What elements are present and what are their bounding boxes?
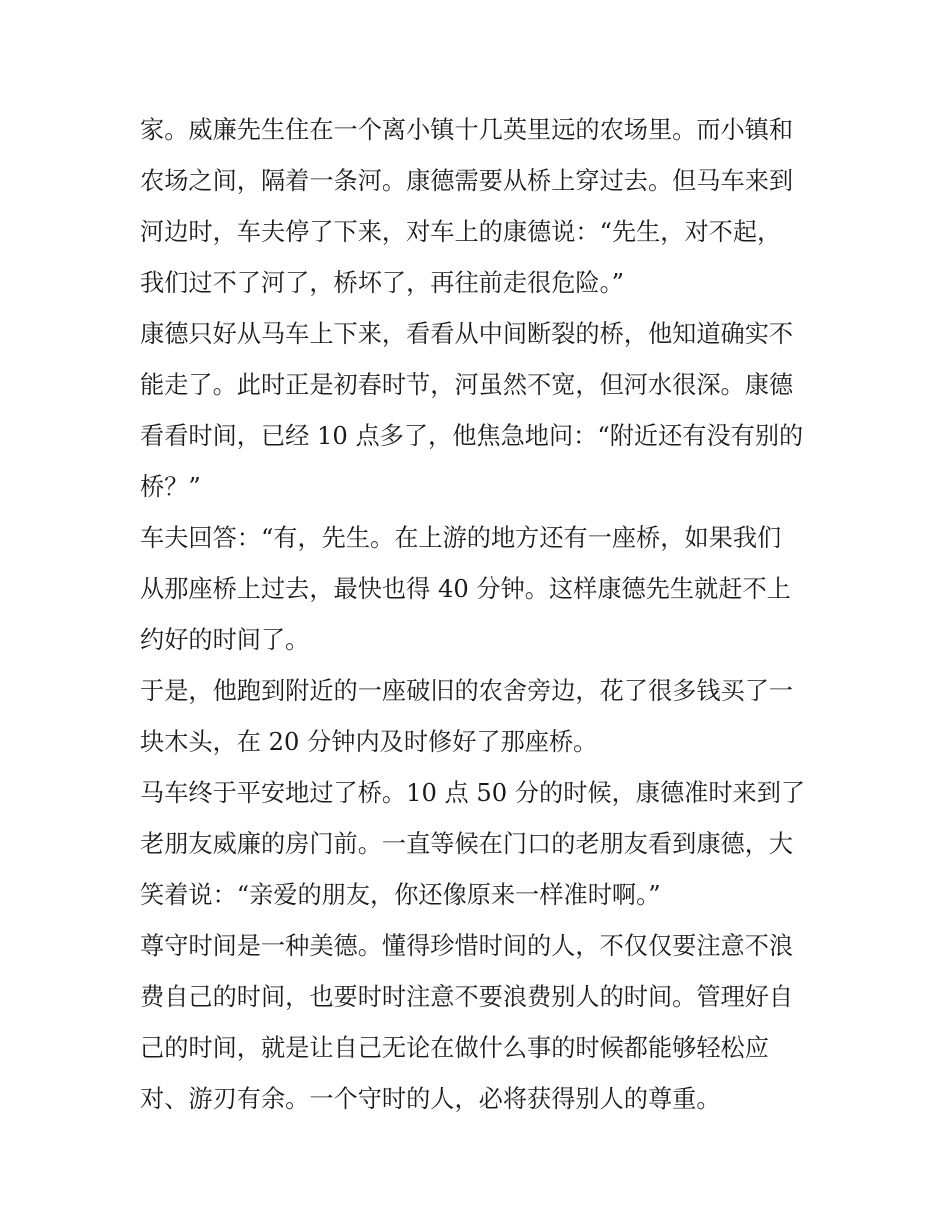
text-line: 河边时，车夫停了下来，对车上的康德说：“先生，对不起，: [140, 218, 782, 246]
text-line: 约好的时间了。: [140, 626, 310, 654]
text-line: 从那座桥上过去，最快也得 40 分钟。这样康德先生就赶不上: [140, 575, 791, 603]
text-line: 尊守时间是一种美德。懂得珍惜时间的人，不仅仅要注意不浪: [140, 932, 794, 960]
text-line: 对、游刃有余。一个守时的人，必将获得别人的尊重。: [140, 1085, 721, 1113]
text-line: 老朋友威廉的房门前。一直等候在门口的老朋友看到康德，大: [140, 830, 794, 858]
text-line: 看看时间，已经 10 点多了，他焦急地问：“附近还有没有别的: [140, 422, 804, 450]
text-line: 我们过不了河了，桥坏了，再往前走很危险。”: [140, 269, 625, 297]
text-line: 家。威廉先生住在一个离小镇十几英里远的农场里。而小镇和: [140, 116, 794, 144]
text-line: 费自己的时间，也要时时注意不要浪费别人的时间。管理好自: [140, 983, 794, 1011]
text-line: 康德只好从马车上下来，看看从中间断裂的桥，他知道确实不: [140, 320, 794, 348]
text-line: 块木头，在 20 分钟内及时修好了那座桥。: [140, 728, 598, 756]
text-line: 桥？”: [140, 473, 201, 501]
text-line: 马车终于平安地过了桥。10 点 50 分的时候，康德准时来到了: [140, 779, 806, 807]
text-line: 笑着说：“亲爱的朋友，你还像原来一样准时啊。”: [140, 881, 661, 909]
document-body: [140, 108, 830, 1128]
text-line: 农场之间，隔着一条河。康德需要从桥上穿过去。但马车来到: [140, 167, 794, 195]
text-line: 车夫回答：“有，先生。在上游的地方还有一座桥，如果我们: [140, 524, 782, 552]
text-line: 于是，他跑到附近的一座破旧的农舍旁边，花了很多钱买了一: [140, 677, 794, 705]
text-line: 能走了。此时正是初春时节，河虽然不宽，但河水很深。康德: [140, 371, 794, 399]
text-line: 己的时间，就是让自己无论在做什么事的时候都能够轻松应: [140, 1034, 769, 1062]
